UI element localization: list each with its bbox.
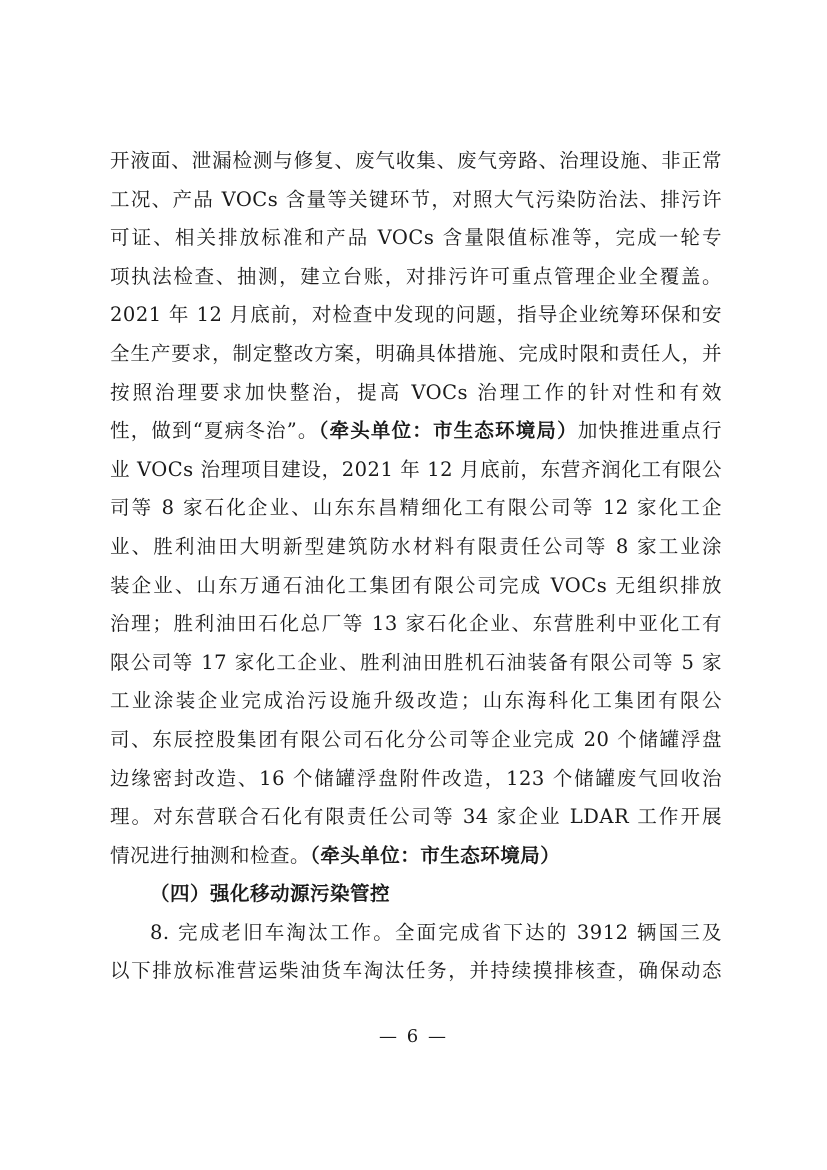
text-segment: 性，做到“夏病冬治”。	[110, 419, 319, 443]
text-line: 司等 8 家石化企业、山东东昌精细化工有限公司等 12 家化工企	[110, 496, 722, 520]
text-line: 业 VOCs 治理项目建设，2021 年 12 月底前，东营齐润化工有限公	[110, 457, 722, 481]
text-line: 限公司等 17 家化工企业、胜利油田胜机石油装备有限公司等 5 家	[110, 650, 722, 674]
text-line-with-lead-unit	[110, 837, 722, 876]
body-text	[110, 142, 722, 991]
text-line: 工况、产品 VOCs 含量等关键环节，对照大气污染防治法、排污许	[110, 187, 722, 211]
text-line: 全生产要求，制定整改方案，明确具体措施、完成时限和责任人，并	[110, 341, 722, 365]
text-line: 可证、相关排放标准和产品 VOCs 含量限值标准等，完成一轮专	[110, 226, 722, 250]
text-line: 理。对东营联合石化有限责任公司等 34 家企业 LDAR 工作开展	[110, 805, 722, 829]
paragraph-8-line: 以下排放标准营运柴油货车淘汰任务，并持续摸排核查，确保动态	[110, 959, 722, 983]
text-line: 司、东辰控股集团有限公司石化分公司等企业完成 20 个储罐浮盘	[110, 727, 722, 751]
text-segment: 情况进行抽测和检查。	[110, 843, 311, 867]
text-line: 项执法检查、抽测，建立台账，对排污许可重点管理企业全覆盖。	[110, 264, 722, 288]
page-number: — 6 —	[379, 1026, 448, 1047]
text-line-with-lead-unit	[110, 412, 722, 451]
text-line: 开液面、泄漏检测与修复、废气收集、废气旁路、治理设施、非正常	[110, 149, 722, 172]
text-segment: 加快推进重点行	[577, 419, 722, 443]
text-line: 2021 年 12 月底前，对检查中发现的问题，指导企业统筹环保和安	[110, 303, 722, 327]
text-line: 治理；胜利油田石化总厂等 13 家石化企业、东营胜利中亚化工有	[110, 612, 722, 636]
text-line: 边缘密封改造、16 个储罐浮盘附件改造，123 个储罐废气回收治	[110, 766, 722, 790]
text-line: 按照治理要求加快整治，提高 VOCs 治理工作的针对性和有效	[110, 380, 722, 404]
text-line: 装企业、山东万通石油化工集团有限公司完成 VOCs 无组织排放	[110, 573, 722, 597]
text-line: 工业涂装企业完成治污设施升级改造；山东海科化工集团有限公	[110, 689, 722, 713]
lead-unit-note: （牵头单位：市生态环境局）	[310, 843, 561, 867]
lead-unit-note: （牵头单位：市生态环境局）	[318, 419, 578, 443]
section-heading: （四）强化移动源污染管控	[150, 882, 391, 906]
paragraph-8-line: 8. 完成老旧车淘汰工作。全面完成省下达的 3912 辆国三及	[150, 920, 722, 944]
text-line: 业、胜利油田大明新型建筑防水材料有限责任公司等 8 家工业涂	[110, 534, 722, 558]
